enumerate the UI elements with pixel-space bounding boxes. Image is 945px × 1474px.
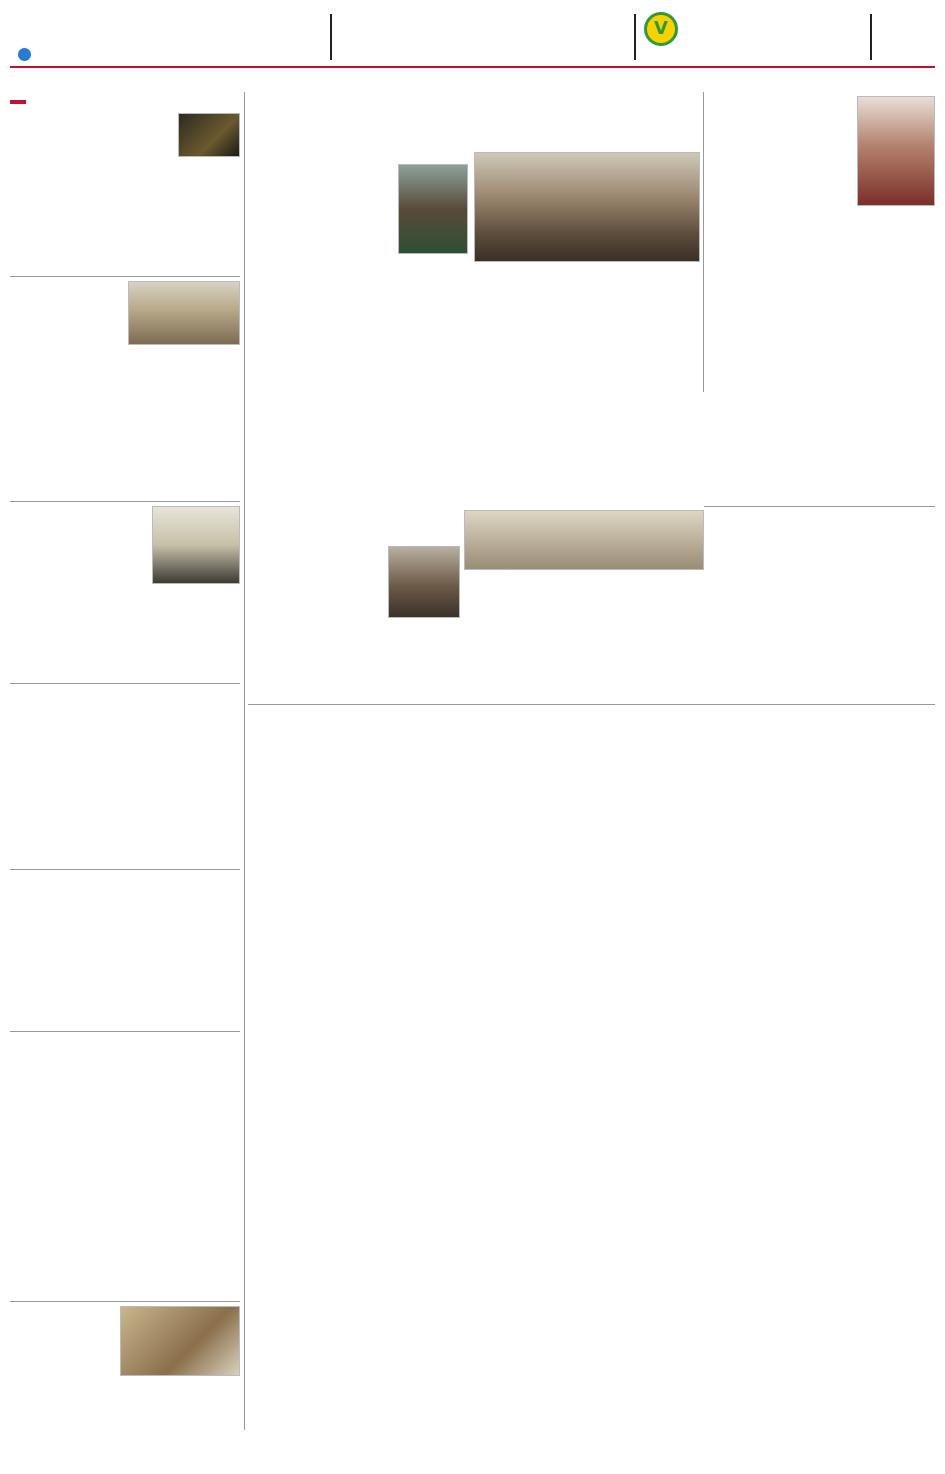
- leopard-photo: [178, 113, 240, 157]
- story-thieves: [10, 1031, 240, 1301]
- section-tag: [10, 100, 26, 104]
- hanging-story: [708, 92, 935, 392]
- story-body: [10, 688, 240, 858]
- story-body: [10, 1306, 117, 1426]
- left-column: [10, 92, 240, 1430]
- story-body: [708, 96, 853, 336]
- arrest-photo: [128, 281, 240, 345]
- story-body: [10, 281, 125, 481]
- web-icon: [18, 48, 31, 61]
- story-body: [10, 1036, 240, 1291]
- bride-photo: [857, 96, 935, 206]
- story-rickshaw: [10, 683, 240, 869]
- camp-photo: [120, 1306, 240, 1376]
- story-body: [10, 113, 175, 258]
- protest-photo: [474, 152, 700, 262]
- story-food-inspector: [10, 869, 240, 1031]
- shooter-photo: [152, 506, 240, 584]
- story-shooting: [10, 501, 240, 683]
- brand-logo: V: [644, 12, 678, 46]
- victim-portrait: [398, 164, 468, 254]
- principal-photo: [388, 546, 460, 618]
- story-body: [10, 506, 149, 666]
- belt-body: [248, 558, 384, 698]
- story-bike-theft: [10, 276, 240, 501]
- masthead: [0, 0, 945, 70]
- story-health-camp: [10, 1301, 240, 1430]
- story-leopard: [10, 111, 240, 276]
- story-body: [10, 874, 240, 1019]
- congress-story: [466, 510, 935, 700]
